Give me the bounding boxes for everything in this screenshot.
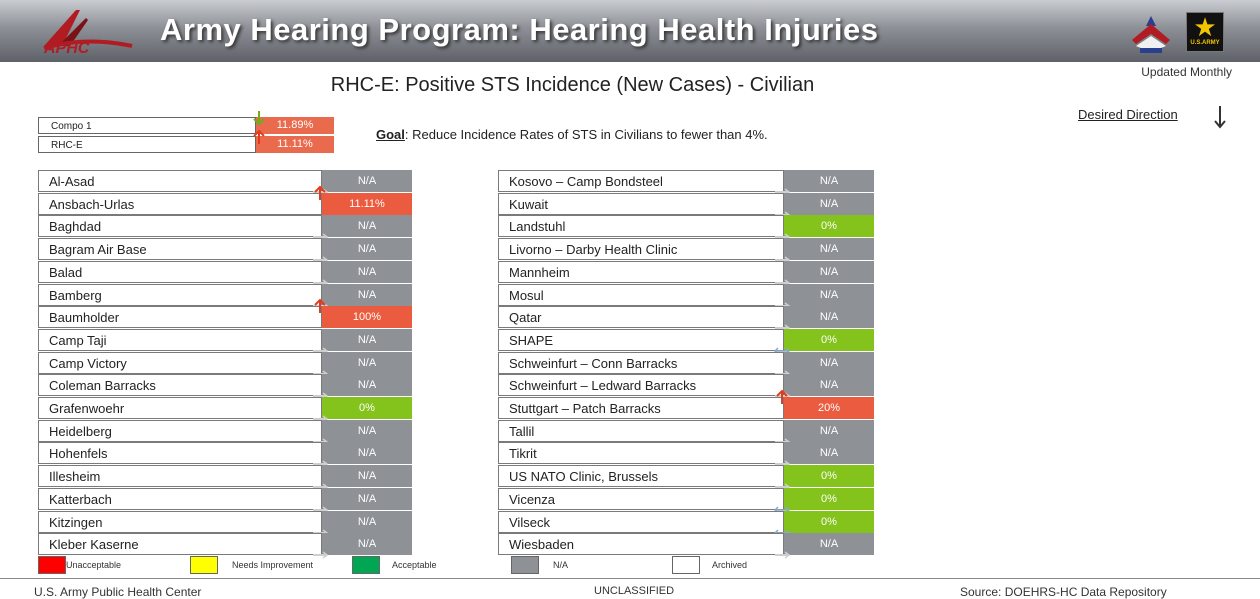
summary-label: Compo 1 — [38, 117, 256, 134]
trend-up-icon — [311, 185, 329, 201]
page-title: Army Hearing Program: Hearing Health Injuries — [160, 12, 879, 47]
footer-classification: UNCLASSIFIED — [594, 585, 675, 597]
installation-name: Qatar — [498, 306, 784, 328]
installation-name: Stuttgart – Patch Barracks — [498, 397, 784, 419]
legend-label: Archived — [712, 560, 748, 570]
installation-value: N/A — [322, 170, 412, 192]
installation-value: 0% — [784, 488, 874, 510]
installation-value: N/A — [322, 488, 412, 510]
installation-value: N/A — [322, 352, 412, 374]
installation-name: Ansbach-Urlas — [38, 193, 322, 215]
installation-value: N/A — [322, 511, 412, 533]
installation-value: N/A — [784, 420, 874, 442]
legend-label: Needs Improvement — [232, 560, 314, 570]
installation-name: Kitzingen — [38, 511, 322, 533]
footer-divider — [0, 578, 1260, 579]
installation-name: Camp Taji — [38, 329, 322, 351]
installation-name: Kuwait — [498, 193, 784, 215]
installation-name: Baghdad — [38, 215, 322, 237]
installation-value: N/A — [322, 329, 412, 351]
installation-name: Bagram Air Base — [38, 238, 322, 260]
installation-value: N/A — [322, 284, 412, 306]
installation-value: 0% — [784, 465, 874, 487]
trend-up-icon — [773, 389, 791, 405]
installation-value: N/A — [784, 306, 874, 328]
installation-value: N/A — [784, 284, 874, 306]
installation-name: Schweinfurt – Ledward Barracks — [498, 374, 784, 396]
installation-name: Grafenwoehr — [38, 397, 322, 419]
army-logo-text: U.S.ARMY — [1190, 40, 1220, 46]
installation-name: Bamberg — [38, 284, 322, 306]
installation-name: Livorno – Darby Health Clinic — [498, 238, 784, 260]
installation-name: Vicenza — [498, 488, 784, 510]
installation-name: Vilseck — [498, 511, 784, 533]
installation-name: Wiesbaden — [498, 533, 784, 555]
installation-value: N/A — [322, 533, 412, 555]
installation-value: N/A — [784, 193, 874, 215]
aphc-logo-text: APHC — [44, 40, 90, 57]
installation-name: SHAPE — [498, 329, 784, 351]
installation-value: N/A — [322, 442, 412, 464]
installation-value: N/A — [322, 374, 412, 396]
installation-name: Hohenfels — [38, 442, 322, 464]
summary-value: 11.11% — [256, 136, 334, 153]
installation-value: N/A — [784, 352, 874, 374]
installation-name: Balad — [38, 261, 322, 283]
installation-name: Kosovo – Camp Bondsteel — [498, 170, 784, 192]
installation-value: 11.11% — [322, 193, 412, 215]
installation-value: 0% — [784, 511, 874, 533]
installation-value: N/A — [322, 215, 412, 237]
installation-value: 20% — [784, 397, 874, 419]
installation-name: Mannheim — [498, 261, 784, 283]
arrow-down-icon — [1210, 104, 1230, 130]
installation-value: N/A — [784, 374, 874, 396]
header-banner — [0, 0, 1260, 62]
legend-swatch — [511, 556, 539, 574]
legend-swatch — [352, 556, 380, 574]
trend-down-icon — [250, 110, 268, 126]
installation-value: 100% — [322, 306, 412, 328]
installation-value: N/A — [784, 261, 874, 283]
installation-name: Mosul — [498, 284, 784, 306]
footer-organization: U.S. Army Public Health Center — [34, 585, 202, 599]
goal-label: Goal — [376, 127, 405, 142]
eagle-flag-icon — [1126, 10, 1176, 56]
installation-name: US NATO Clinic, Brussels — [498, 465, 784, 487]
legend-label: Acceptable — [392, 560, 437, 570]
installation-name: Illesheim — [38, 465, 322, 487]
trend-up-icon — [311, 298, 329, 314]
legend-label: Unacceptable — [66, 560, 122, 570]
installation-value: N/A — [784, 238, 874, 260]
installation-name: Kleber Kaserne — [38, 533, 322, 555]
goal-text: : Reduce Incidence Rates of STS in Civilians to fewer than 4%. — [404, 127, 768, 142]
installation-name: Tallil — [498, 420, 784, 442]
installation-value: N/A — [322, 465, 412, 487]
legend-swatch — [672, 556, 700, 574]
installation-value: N/A — [322, 261, 412, 283]
summary-value: 11.89% — [256, 117, 334, 134]
us-army-logo — [1186, 12, 1224, 52]
trend-up-icon — [250, 129, 268, 145]
army-star-icon: ★ — [1193, 12, 1217, 42]
installation-value: N/A — [784, 533, 874, 555]
legend-label: N/A — [553, 560, 569, 570]
installation-value: N/A — [322, 420, 412, 442]
legend-swatch — [38, 556, 66, 574]
installation-name: Camp Victory — [38, 352, 322, 374]
installation-name: Baumholder — [38, 306, 322, 328]
installation-name: Katterbach — [38, 488, 322, 510]
installation-name: Al-Asad — [38, 170, 322, 192]
desired-direction-label: Desired Direction — [1078, 107, 1178, 122]
installation-name: Heidelberg — [38, 420, 322, 442]
installation-value: 0% — [322, 397, 412, 419]
installation-value: N/A — [784, 170, 874, 192]
legend-swatch — [190, 556, 218, 574]
installation-value: N/A — [784, 442, 874, 464]
installation-name: Tikrit — [498, 442, 784, 464]
trend-flat-icon — [773, 547, 791, 563]
footer-source: Source: DOEHRS-HC Data Repository — [960, 585, 1167, 599]
installation-value: 0% — [784, 215, 874, 237]
report-subtitle: RHC-E: Positive STS Incidence (New Cases) - Civilian — [330, 74, 815, 96]
trend-flat-icon — [311, 547, 329, 563]
updated-note: Updated Monthly — [1141, 65, 1232, 79]
installation-value: 0% — [784, 329, 874, 351]
summary-label: RHC-E — [38, 136, 256, 153]
installation-name: Schweinfurt – Conn Barracks — [498, 352, 784, 374]
installation-name: Landstuhl — [498, 215, 784, 237]
installation-name: Coleman Barracks — [38, 374, 322, 396]
goal-statement — [376, 127, 768, 142]
installation-value: N/A — [322, 238, 412, 260]
